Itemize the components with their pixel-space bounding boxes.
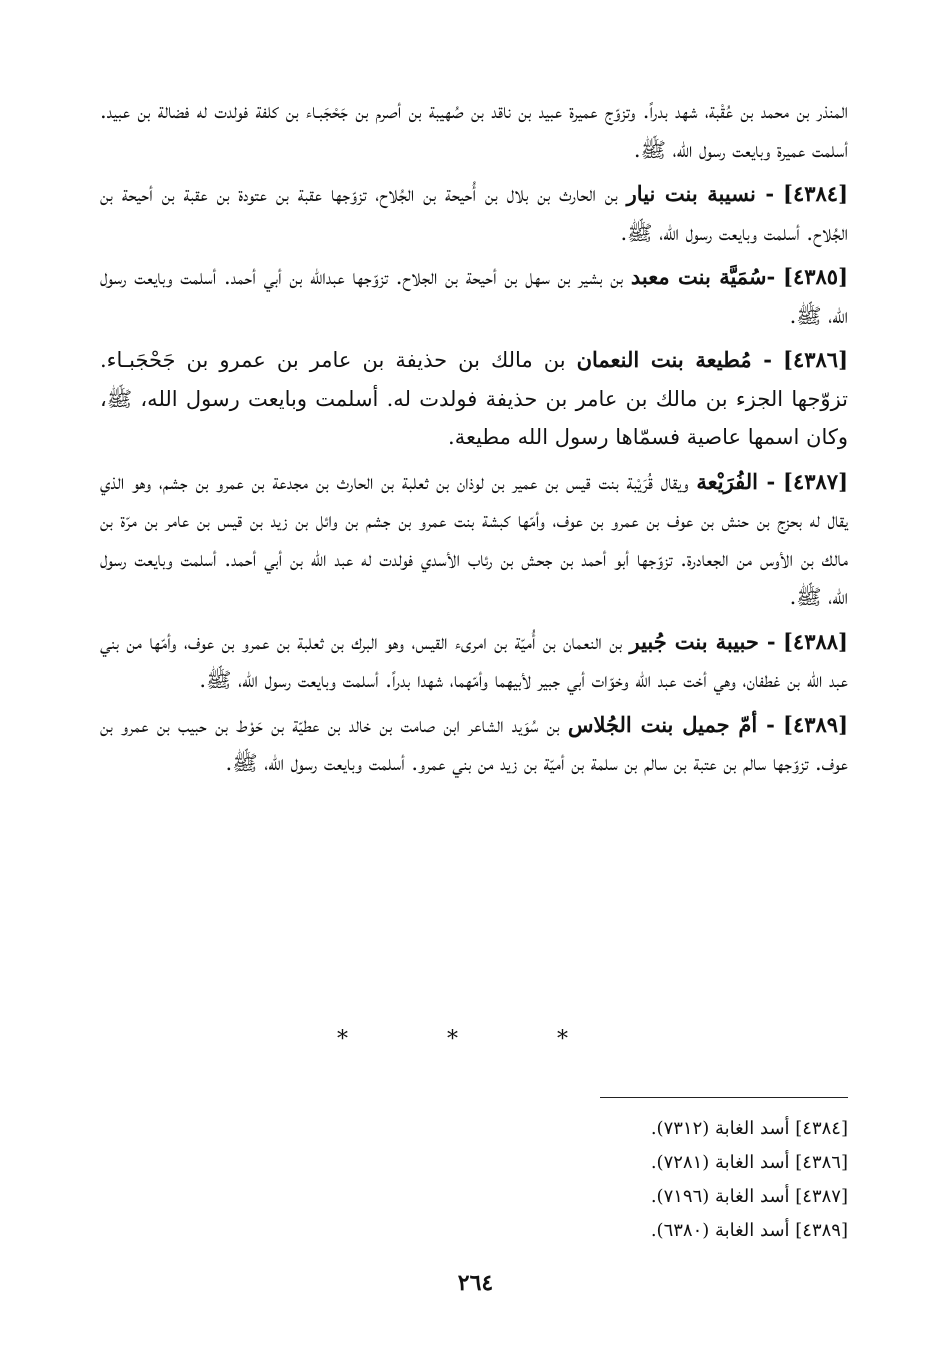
entry-4387	[100, 463, 848, 617]
entry-4388	[100, 623, 848, 700]
entry-4389	[100, 706, 848, 783]
entry-number: [٤٣٨٨]	[782, 628, 848, 654]
entry-number: [٤٣٨٥]	[783, 264, 848, 289]
entry-number: [٤٣٨٧]	[783, 468, 848, 494]
entry-name: - حبيبة بنت جُبير	[629, 628, 776, 654]
main-text	[100, 92, 848, 783]
entry-text: بن مالك بن حذيفة بن عامر بن عمرو بن جَحْجَبـاء. تزوّجها الجزء بن مالك بن عامر بن حذيفة فولدت له. أسلمت وبايعت رسول الله، ﷺ، وكان اسمها عاصية فسمّاها رسول الله مطيعة.	[100, 348, 849, 449]
entry-4384	[100, 175, 848, 252]
entry-text: بن النعمان بن أُميّة بن امرىء القيس، وهو البرك بن ثعلبة بن عمرو بن عوف، وأمّها من بني عبد الله بن غطفان، وهي أخت عبد الله وخوّات أبي جبير لأبيهما وأمّهما، شهدا بدراً. أسلمت وبايعت رسول الله، ﷺ.	[100, 629, 848, 692]
entry-4386	[100, 341, 848, 457]
entry-text: بن الحارث بن بلال بن أُحيحة بن الجُلاح، تزوّجها عقبة بن عتودة بن عقبة بن أحيحة بن الجُلاح. أسلمت وبايعت رسول الله، ﷺ.	[100, 182, 848, 245]
paragraph-text: المنذر بن محمد بن عُقْبة، شهد بدراً. وتزوّج عميرة عبيد بن ناقد بن صُهيبة بن أصرم بن جَحْجَبـاء بن كلفة فولدت له فضالة بن عبيد. أسلمت عميرة وبايعت رسول الله، ﷺ.	[100, 99, 848, 162]
entry-number: [٤٣٨٤]	[783, 181, 848, 206]
footnote: [٤٣٨٧] أسد الغابة (٧١٩٦).	[650, 1186, 848, 1207]
entry-name: - الفُرَيْعة	[696, 468, 776, 494]
entry-4385	[100, 258, 848, 335]
entry-text: بن سُوَيد الشاعر ابن صامت بن خالد بن عطيّة بن حَوْط بن حبيب بن عمرو بن عوف. تزوّجها سالم بن عتبة بن سالم بن سلمة بن أميّة بن زيد من بني عمرو. أسلمت وبايعت رسول الله، ﷺ.	[100, 712, 848, 775]
entry-name: - مُطيعة بنت النعمان	[576, 347, 772, 372]
entry-name: - أمّ جميل بنت الجُلاس	[567, 711, 775, 737]
paragraph-continuation	[100, 92, 848, 169]
entry-number: [٤٣٨٦]	[783, 347, 848, 372]
footnote: [٤٣٨٩] أسد الغابة (٦٣٨٠).	[650, 1220, 848, 1241]
footnotes	[480, 1112, 848, 1248]
entry-name: -سُمَيَّة بنت معبد	[630, 264, 776, 289]
section-separator: * * *	[337, 1027, 614, 1052]
footnote: [٤٣٨٦] أسد الغابة (٧٢٨١).	[650, 1152, 848, 1173]
entry-text: ويقال قُرَيْبة بنت قيس بن عمير بن لوذان بن ثعلبة بن الحارث بن مجدعة بن عمرو بن جشم، وهو الذي يقال له بحزج بن حنش بن عوف بن عمرو بن عوف، وأمّها كبشة بنت عمرو بن جشم بن وائل بن زيد بن قيس بن عامر بن مرّة بن مالك بن الأوس من الجعادرة. تزوّجها أبو أحمد بن جحش بن رئاب الأسدي فولدت له عبد الله بن أبي أحمد. أسلمت وبايعت رسول الله، ﷺ.	[100, 469, 848, 609]
entry-number: [٤٣٨٩]	[783, 711, 849, 737]
footnote-divider	[600, 1097, 848, 1098]
page-number: ٢٦٤	[457, 1270, 494, 1296]
footnote: [٤٣٨٤] أسد الغابة (٧٣١٢).	[650, 1118, 848, 1139]
entry-text: بن بشير بن سهل بن أحيحة بن الجلاح. تزوّجها عبدالله بن أبي أحمد. أسلمت وبايعت رسول الله، ﷺ.	[100, 265, 848, 328]
entry-name: - نسيبة بنت نيار	[626, 181, 775, 206]
